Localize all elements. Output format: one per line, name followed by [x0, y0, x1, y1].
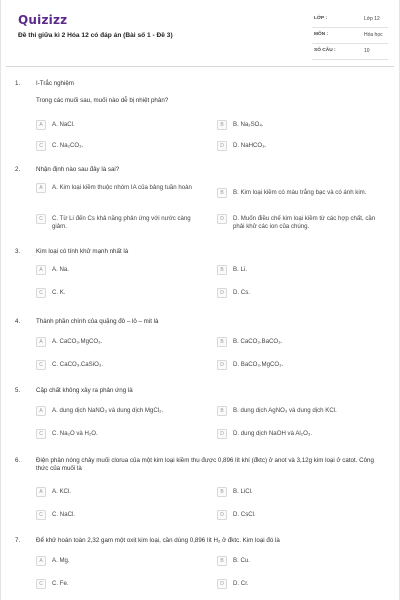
meta-label: MÔN : [314, 32, 329, 37]
quizizz-logo: Quizizz [18, 13, 68, 27]
option-text: B. dung dịch AgNO₃ và dung dịch KCl. [233, 407, 337, 414]
option-text: A. Kim loại kiềm thuộc nhóm IA của bảng tuần hoàn [52, 184, 192, 191]
meta-row-subject [312, 28, 388, 44]
question-text: Điện phân nóng chảy muối clorua của một kim loại kiềm thu được 0,896 lít khí (đktc) ở anot và 3,12g kim loại ở catot. Công thức của muối là [36, 457, 374, 473]
question-number: 6. [15, 457, 21, 464]
option-letter-badge: D [217, 360, 227, 370]
option-text: A. Na. [52, 266, 69, 273]
option-text: C. Na₂CO₃. [52, 142, 84, 149]
option-letter-badge: B [217, 337, 227, 347]
option-letter-badge: C [36, 579, 46, 589]
option-text: D. NaHCO₃. [233, 142, 267, 149]
option-text: D. BaCO₃.MgCO₃. [233, 361, 284, 368]
question-text: I-Trắc nghiệm [36, 80, 74, 87]
option-letter-badge: D [217, 214, 227, 224]
option-letter-badge: C [36, 360, 46, 370]
meta-value: Hóa học [364, 32, 383, 38]
option-text: C. NaCl. [52, 511, 76, 518]
quiz-header [1, 0, 399, 62]
meta-value: Lớp 12 [364, 16, 380, 22]
question-number: 4. [15, 318, 21, 325]
option-letter-badge: A [36, 183, 46, 193]
option-text: C. K. [52, 289, 66, 296]
option-letter-badge: D [217, 141, 227, 151]
question-text: Thành phần chính của quặng đô – lô – mit là [36, 318, 159, 325]
option-letter-badge: B [217, 556, 227, 566]
question-number: 2. [15, 166, 21, 173]
option-text: B. Cu. [233, 557, 250, 564]
option-text: B. Na₂SO₄. [233, 121, 264, 128]
option-letter-badge: C [36, 288, 46, 298]
header-divider [6, 66, 394, 67]
option-text: A. CaCO₃.MgCO₃. [52, 338, 103, 345]
option-letter-badge: B [217, 188, 227, 198]
option-text: B. LiCl. [233, 488, 253, 495]
meta-label: LỚP : [314, 16, 328, 21]
option-letter-badge: B [217, 487, 227, 497]
option-text: D. Cs. [233, 289, 250, 296]
option-letter-badge: D [217, 429, 227, 439]
option-text: B. Li. [233, 266, 247, 273]
question-text: Cặp chất không xảy ra phản ứng là [36, 387, 133, 394]
document-title: Đề thi giữa kì 2 Hóa 12 có đáp án (Bài số 1 - Đề 3) [18, 32, 173, 39]
option-text: A. KCl. [52, 488, 71, 495]
option-letter-badge: B [217, 406, 227, 416]
question-number: 1. [15, 80, 21, 87]
question-text: Để khử hoàn toàn 2,32 gam một oxit kim loại, cần dùng 0,896 lít H₂ ở đktc. Kim loại đó là [36, 537, 280, 544]
option-letter-badge: A [36, 265, 46, 275]
meta-value: 10 [364, 48, 370, 54]
option-letter-badge: D [217, 510, 227, 520]
option-letter-badge: C [36, 214, 46, 224]
option-text: D. dung dịch NaOH và Al₂O₃. [233, 430, 313, 437]
option-text: C. Fe. [52, 580, 69, 587]
question-number: 3. [15, 248, 21, 255]
option-letter-badge: A [36, 487, 46, 497]
option-text: B. CaCO₃.BaCO₃. [233, 338, 283, 345]
option-letter-badge: A [36, 120, 46, 130]
option-text: D. Muốn điều chế kim loại kiềm từ các hợp chất, cần phải khử các ion của chúng. [233, 215, 376, 231]
meta-row-question-count [312, 44, 388, 60]
meta-label: SỐ CÂU : [314, 48, 336, 53]
meta-row-class [312, 12, 388, 28]
option-text: D. CsCl. [233, 511, 256, 518]
option-text: D. Cr. [233, 580, 249, 587]
option-letter-badge: A [36, 337, 46, 347]
option-letter-badge: A [36, 406, 46, 416]
option-letter-badge: A [36, 556, 46, 566]
option-text: C. Từ Li đến Cs khả năng phản ứng với nước càng giảm. [52, 215, 191, 231]
option-letter-badge: B [217, 265, 227, 275]
question-number: 7. [15, 537, 21, 544]
option-letter-badge: B [217, 120, 227, 130]
question-text: Kim loại có tính khử mạnh nhất là [36, 248, 129, 255]
option-text: A. Mg. [52, 557, 70, 564]
option-letter-badge: C [36, 510, 46, 520]
option-letter-badge: D [217, 288, 227, 298]
option-text: B. Kim loại kiềm có màu trắng bạc và có ánh kim. [233, 189, 367, 196]
option-text: A. dung dịch NaNO₃ và dung dịch MgCl₂. [52, 407, 164, 414]
option-letter-badge: D [217, 579, 227, 589]
option-letter-badge: C [36, 429, 46, 439]
question-subtext: Trong các muối sau, muối nào dễ bị nhiệt phân? [36, 97, 169, 104]
question-number: 5. [15, 387, 21, 394]
option-text: C. Na₂O và H₂O. [52, 430, 98, 437]
option-text: C. CaCO₃.CaSiO₃. [52, 361, 104, 368]
question-text: Nhận định nào sau đây là sai? [36, 166, 120, 173]
meta-panel [312, 12, 388, 60]
option-text: A. NaCl. [52, 121, 75, 128]
option-letter-badge: C [36, 141, 46, 151]
